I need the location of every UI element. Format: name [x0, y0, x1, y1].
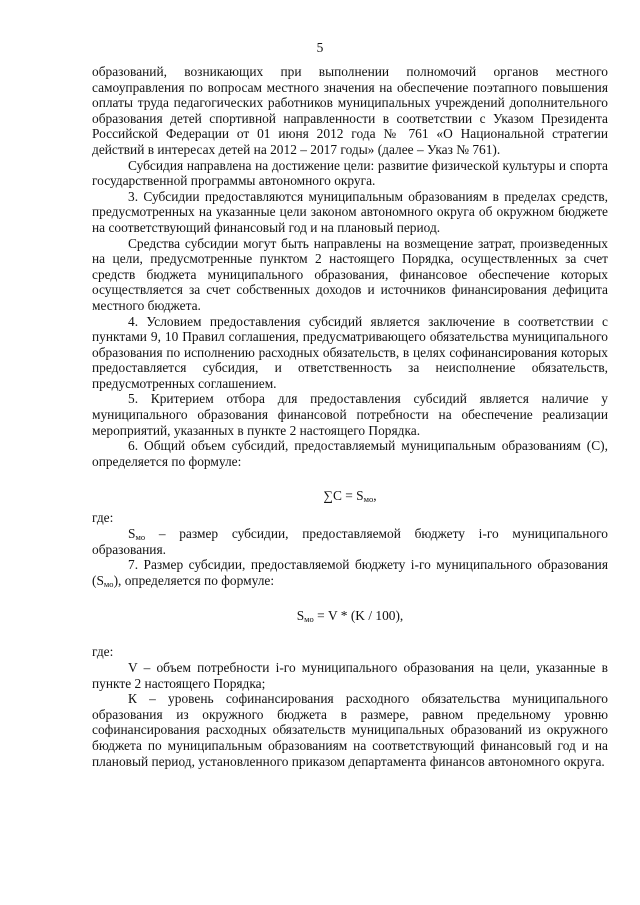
paragraph-item-3: 3. Субсидии предоставляются муниципальным образованиям в пределах средств, предусмотренных на указанные цели законом автономного округа об окружном бюджете на соответствующий финансовый год и на плановый период. [92, 188, 608, 235]
body-text [92, 64, 608, 769]
definition-v: V – объем потребности i-го муниципального образования на цели, указанные в пункте 2 настоящего Порядка; [92, 660, 608, 691]
where-label: где: [92, 510, 114, 526]
page-number: 5 [316, 40, 324, 55]
definition-s-mo: $S_{мо}$ – размер субсидии, предоставляемой бюджету i-го муниципального образования. [92, 526, 608, 557]
formula-subsidy-size: $S_{мо} = V * (K / 100)$, [296, 608, 404, 625]
paragraph-subsidy-goal: Субсидия направлена на достижение цели: развитие физической культуры и спорта государственной программы автономного округа. [92, 157, 608, 189]
formula-total-subsidy: $\sum С = S_{мо}$, [323, 488, 377, 505]
paragraph-item-5: 5. Критерием отбора для предоставления субсидий является наличие у муниципального образования финансовой потребности на обеспечение реализации мероприятий, указанных в пункте 2 настоящего Порядка. [92, 391, 608, 438]
definition-k: К – уровень софинансирования расходного обязательства муниципального образования из окружного бюджета в размере, равном предельному уровню софинансирования расходных обязательств муниципальных образований из окружного бюджета по муниципальным образованиям на соответствующий финансовый год и на плановый период, установленного приказом департамента финансов автономного округа. [92, 691, 608, 769]
paragraph-subsidy-funds: Средства субсидии могут быть направлены на возмещение затрат, произведенных на цели, предусмотренные пунктом 2 настоящего Порядка, осуществленных за счет средств бюджета муниципального образования, финансовое обеспечение которых осуществляется за счет собственных доходов и источников финансирования дефицита местного бюджета. [92, 235, 608, 313]
paragraph-item-6: 6. Общий объем субсидий, предоставляемый муниципальным образованиям (С), определяется по формуле: [92, 438, 608, 469]
paragraph-item-4: 4. Условием предоставления субсидий является заключение в соответствии с пунктами 9, 10 Правил соглашения, предусматривающего обязательства муниципального образования по исполнению расходных обязательств, в целях софинансирования которых предоставляется субсидия, и ответственность за неисполнение обязательств, предусмотренных соглашением. [92, 313, 608, 391]
where-label-2: где: [92, 644, 114, 660]
paragraph-item-7: 7. Размер субсидии, предоставляемой бюджету i-го муниципального образования $(S_{мо})$, определяется по формуле: [92, 557, 608, 589]
paragraph-continuation: образований, возникающих при выполнении полномочий органов местного самоуправления по вопросам местного значения на обеспечение поэтапного повышения оплаты труда педагогических работников муниципальных учреждений дополнительного образования детей спортивной направленности в соответствии с Указом Президента Российской Федерации от 01 июня 2012 года № 761 «О Национальной стратегии действий в интересах детей на 2012 – 2017 годы» (далее – Указ № 761). [92, 64, 608, 157]
